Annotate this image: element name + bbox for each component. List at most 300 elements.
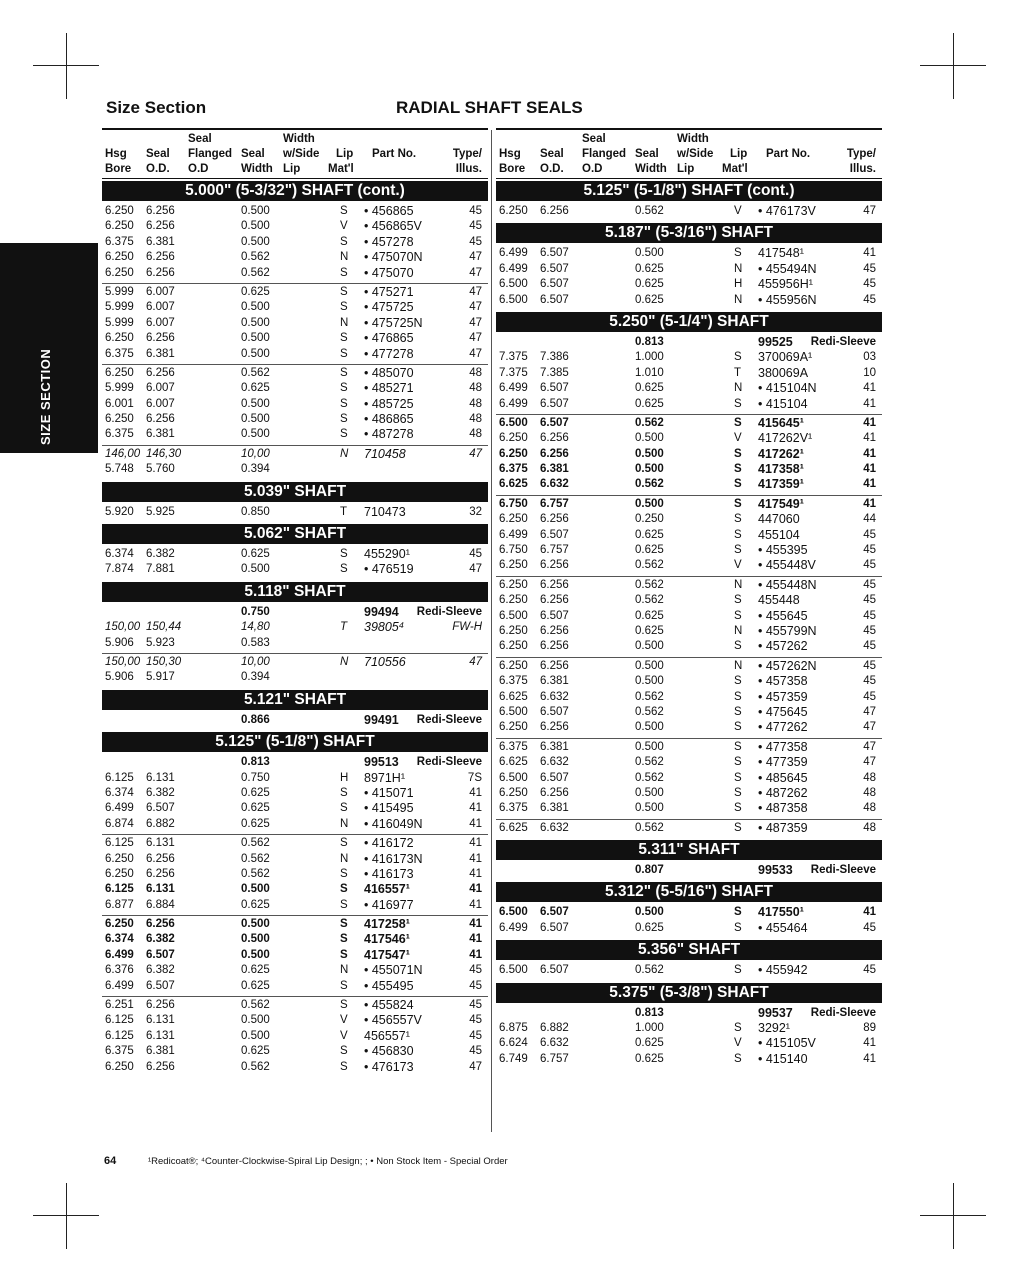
type-illus: 47 <box>469 266 482 279</box>
hsg-bore: 150,00 <box>105 655 141 668</box>
shaft-size-heading: 5.311" SHAFT <box>496 840 882 860</box>
lip-material: S <box>734 513 742 526</box>
table-row <box>496 921 882 936</box>
hsg-bore: 6.374 <box>105 548 134 561</box>
table-row <box>102 547 488 562</box>
hsg-bore: 6.250 <box>105 366 134 379</box>
lip-material: S <box>340 301 348 314</box>
lip-material: S <box>734 906 742 919</box>
lip-material: S <box>734 397 742 410</box>
part-number: • 456865 <box>364 204 414 218</box>
table-row <box>496 293 882 308</box>
seal-width: 0.813 <box>635 335 664 348</box>
side-tab <box>0 243 98 453</box>
part-number: • 415495 <box>364 801 414 816</box>
part-number: 417550¹ <box>758 905 804 920</box>
seal-width: 0.500 <box>241 933 270 946</box>
seal-od: 6.507 <box>146 948 175 961</box>
part-number: • 416173N <box>364 851 423 866</box>
seal-od: 6.256 <box>146 332 175 345</box>
table-row <box>496 1006 882 1021</box>
column-header <box>102 130 488 179</box>
type-illus: 48 <box>469 428 482 441</box>
seal-od: 6.256 <box>540 721 569 734</box>
lip-material: S <box>734 1052 742 1065</box>
hsg-bore: 6.375 <box>499 740 528 753</box>
part-number: • 485645 <box>758 770 808 785</box>
seal-od: 5.760 <box>146 463 175 476</box>
table-row <box>102 636 488 651</box>
seal-od: 6.507 <box>540 382 569 395</box>
row-group <box>496 904 882 938</box>
table-row <box>496 659 882 674</box>
hsg-bore: 146,00 <box>105 447 141 460</box>
seal-od: 6.381 <box>540 463 569 476</box>
seal-width: 0.625 <box>241 382 270 395</box>
seal-width: 0.500 <box>635 786 664 799</box>
table-row <box>102 771 488 786</box>
hsg-bore: 6.250 <box>499 594 528 607</box>
seal-od: 6.757 <box>540 544 569 557</box>
type-illus: 41 <box>469 786 482 799</box>
table-row <box>102 347 488 362</box>
lip-material: S <box>734 705 742 718</box>
lip-material: S <box>340 382 348 395</box>
lip-material: S <box>734 964 742 977</box>
seal-od: 5.917 <box>146 671 175 684</box>
column-header-label: Mat'l <box>328 163 354 175</box>
table-row <box>496 558 882 573</box>
part-number: 417262V¹ <box>758 431 813 446</box>
type-illus: 41 <box>863 463 876 476</box>
part-number: • 487278 <box>364 427 414 442</box>
row-group <box>102 504 488 522</box>
seal-width: 0.500 <box>635 802 664 815</box>
seal-od: 6.256 <box>540 578 569 591</box>
lip-material: N <box>340 655 349 668</box>
part-number: • 485725 <box>364 396 414 411</box>
lip-material: S <box>734 740 742 753</box>
hsg-bore: 6.250 <box>499 721 528 734</box>
part-number: • 455799N <box>758 623 817 638</box>
type-illus: 45 <box>863 921 876 934</box>
seal-od: 6.131 <box>146 1029 175 1042</box>
page-title: RADIAL SHAFT SEALS <box>396 98 583 117</box>
column-header-label: Hsg <box>105 148 127 160</box>
seal-width: 0.562 <box>241 867 270 880</box>
lip-material: S <box>340 563 348 576</box>
seal-width: 0.500 <box>635 906 664 919</box>
part-number: 417258¹ <box>364 917 410 932</box>
column-header-label: Lip <box>677 163 695 175</box>
hsg-bore: 6.375 <box>105 428 134 441</box>
type-illus: 45 <box>469 1029 482 1042</box>
part-number: • 475725N <box>364 315 423 330</box>
table-row <box>102 285 488 300</box>
row-group <box>102 654 488 688</box>
part-number: • 455645 <box>758 608 808 623</box>
table-row <box>102 898 488 913</box>
column-header-label: w/Side <box>677 148 714 160</box>
seal-width: 0.625 <box>635 278 664 291</box>
hsg-bore: 5.999 <box>105 285 134 298</box>
hsg-bore: 6.250 <box>105 266 134 279</box>
part-number: • 455956N <box>758 292 817 307</box>
part-number: 380069A <box>758 365 809 380</box>
lip-material: N <box>734 262 743 275</box>
part-number: • 485070 <box>364 365 414 380</box>
table-row <box>496 262 882 277</box>
type-illus: 41 <box>863 478 876 491</box>
seal-od: 6.507 <box>540 906 569 919</box>
seal-width: 10,00 <box>241 447 270 460</box>
lip-material: S <box>734 690 742 703</box>
part-number: • 415140 <box>758 1051 808 1066</box>
part-number: • 457262N <box>758 658 817 673</box>
part-number: 99491 <box>364 712 399 727</box>
crop-mark <box>953 33 954 99</box>
seal-width: 0.562 <box>241 852 270 865</box>
seal-width: 0.562 <box>241 251 270 264</box>
seal-od: 6.256 <box>540 624 569 637</box>
column-header-label: Type/ <box>846 148 876 160</box>
lip-material: S <box>734 821 742 834</box>
column-header-label: Part No. <box>372 148 417 160</box>
lip-material: S <box>340 802 348 815</box>
type-illus: 10 <box>863 366 876 379</box>
hsg-bore: 6.499 <box>499 247 528 260</box>
table-row <box>102 447 488 462</box>
lip-material: S <box>734 351 742 364</box>
seal-od: 6.256 <box>540 786 569 799</box>
seal-od: 6.632 <box>540 821 569 834</box>
type-illus: 45 <box>863 609 876 622</box>
part-number: 417359¹ <box>758 477 804 492</box>
part-number: • 475070 <box>364 265 414 280</box>
table-row <box>496 593 882 608</box>
type-illus: 45 <box>863 262 876 275</box>
seal-width: 0.625 <box>241 964 270 977</box>
type-illus: 47 <box>469 563 482 576</box>
row-group <box>102 365 488 446</box>
hsg-bore: 5.748 <box>105 463 134 476</box>
seal-od: 6.381 <box>146 235 175 248</box>
type-illus: 47 <box>469 285 482 298</box>
lip-material: V <box>340 1029 348 1042</box>
seal-width: 0.500 <box>241 883 270 896</box>
seal-width: 0.562 <box>635 964 664 977</box>
table-row <box>102 852 488 867</box>
column-header-label: Part No. <box>766 148 811 160</box>
table-row <box>496 204 882 219</box>
hsg-bore: 7.375 <box>499 366 528 379</box>
row-group <box>496 496 882 577</box>
row-group <box>496 334 882 415</box>
table-row <box>102 882 488 897</box>
type-illus: 32 <box>469 505 482 518</box>
column-header-label: Bore <box>105 163 132 175</box>
type-illus: 48 <box>469 366 482 379</box>
part-number: • 487262 <box>758 785 808 800</box>
seal-width: 0.562 <box>241 366 270 379</box>
lip-material: N <box>340 817 349 830</box>
hsg-bore: 6.250 <box>499 624 528 637</box>
lip-material: V <box>734 432 742 445</box>
part-number: 99494 <box>364 604 399 619</box>
row-group <box>102 446 488 480</box>
table-row <box>496 350 882 365</box>
shaft-size-heading: 5.125" (5-1/8") SHAFT (cont.) <box>496 181 882 201</box>
part-number: 456557¹ <box>364 1028 410 1043</box>
type-illus: 44 <box>863 513 876 526</box>
part-number: • 477358 <box>758 739 808 754</box>
part-number: • 476173 <box>364 1059 414 1074</box>
table-row <box>102 979 488 994</box>
seal-od: 6.382 <box>146 964 175 977</box>
seal-width: 0.500 <box>635 740 664 753</box>
part-number: • 415071 <box>364 785 414 800</box>
table-row <box>102 998 488 1013</box>
hsg-bore: 6.125 <box>105 1029 134 1042</box>
type-illus: 03 <box>863 351 876 364</box>
type-illus: 45 <box>863 675 876 688</box>
hsg-bore: 6.250 <box>499 559 528 572</box>
table-row <box>102 219 488 234</box>
lip-material: S <box>340 979 348 992</box>
seal-width: 0.500 <box>241 1014 270 1027</box>
seal-od: 6.256 <box>146 918 175 931</box>
type-illus: 45 <box>863 278 876 291</box>
seal-width: 0.625 <box>635 544 664 557</box>
lip-material: S <box>734 771 742 784</box>
type-illus: 48 <box>469 413 482 426</box>
table-row <box>496 786 882 801</box>
lip-material: S <box>340 786 348 799</box>
lip-material: S <box>734 544 742 557</box>
hsg-bore: 6.500 <box>499 416 528 429</box>
part-number: • 457278 <box>364 234 414 249</box>
seal-od: 6.131 <box>146 837 175 850</box>
part-number: • 455495 <box>364 978 414 993</box>
type-illus: 47 <box>863 705 876 718</box>
seal-width: 0.562 <box>635 690 664 703</box>
hsg-bore: 6.250 <box>499 659 528 672</box>
table-row <box>496 477 882 492</box>
part-number: • 476519 <box>364 562 414 577</box>
table-row <box>102 620 488 635</box>
part-number: • 415104 <box>758 396 808 411</box>
seal-od: 6.256 <box>146 251 175 264</box>
seal-od: 6.131 <box>146 883 175 896</box>
hsg-bore: 6.625 <box>499 690 528 703</box>
type-illus: 41 <box>863 447 876 460</box>
table-row <box>496 335 882 350</box>
seal-width: 0.562 <box>241 1060 270 1073</box>
type-illus: Redi-Sleeve <box>810 335 876 348</box>
part-number: • 415104N <box>758 381 817 396</box>
column-header-label: Width <box>635 163 667 175</box>
footnote: ¹Redicoat®; ⁴Counter-Clockwise-Spiral Lip Design; ; • Non Stock Item - Special Order <box>148 1156 508 1167</box>
seal-od: 6.632 <box>540 478 569 491</box>
table-row <box>102 505 488 520</box>
seal-od: 5.925 <box>146 505 175 518</box>
shaft-size-heading: 5.312" (5-5/16") SHAFT <box>496 882 882 902</box>
shaft-size-heading: 5.250" (5-1/4") SHAFT <box>496 312 882 332</box>
hsg-bore: 6.250 <box>499 578 528 591</box>
table-row <box>102 562 488 577</box>
row-group <box>496 862 882 880</box>
type-illus: 45 <box>863 640 876 653</box>
type-illus: 45 <box>863 544 876 557</box>
seal-od: 150,44 <box>146 621 182 634</box>
type-illus: 47 <box>469 655 482 668</box>
lip-material: N <box>340 251 349 264</box>
column-header-label: Seal <box>146 148 170 160</box>
hsg-bore: 6.500 <box>499 278 528 291</box>
seal-od: 6.256 <box>540 432 569 445</box>
seal-width: 0.625 <box>635 528 664 541</box>
type-illus: 45 <box>469 220 482 233</box>
table-row <box>102 300 488 315</box>
lip-material: S <box>340 428 348 441</box>
hsg-bore: 6.500 <box>499 771 528 784</box>
hsg-bore: 6.250 <box>105 251 134 264</box>
type-illus: 45 <box>469 548 482 561</box>
table-row <box>102 932 488 947</box>
seal-od: 6.757 <box>540 1052 569 1065</box>
part-number: 99513 <box>364 755 399 770</box>
table-row <box>496 381 882 396</box>
column-header-label: Illus. <box>455 163 482 175</box>
seal-width: 0.500 <box>635 447 664 460</box>
seal-width: 0.866 <box>241 713 270 726</box>
seal-width: 0.562 <box>635 578 664 591</box>
hsg-bore: 5.999 <box>105 301 134 314</box>
seal-width: 0.625 <box>635 397 664 410</box>
type-illus: 45 <box>469 1014 482 1027</box>
seal-od: 6.256 <box>540 594 569 607</box>
seal-od: 7.385 <box>540 366 569 379</box>
column-header-label: Width <box>677 133 709 145</box>
part-number: 8971H¹ <box>364 770 405 785</box>
shaft-size-heading: 5.062" SHAFT <box>102 524 488 544</box>
table-row <box>496 1052 882 1067</box>
type-illus: Redi-Sleeve <box>810 1006 876 1019</box>
table-row <box>496 366 882 381</box>
table-row <box>496 639 882 654</box>
lip-material: N <box>734 293 743 306</box>
type-illus: 48 <box>469 397 482 410</box>
seal-width: 0.625 <box>635 609 664 622</box>
type-illus: 45 <box>863 559 876 572</box>
part-number: 3292¹ <box>758 1021 790 1036</box>
part-number: • 455494N <box>758 261 817 276</box>
seal-od: 6.256 <box>540 640 569 653</box>
seal-od: 6.507 <box>540 705 569 718</box>
row-group <box>496 820 882 838</box>
row-group <box>496 577 882 658</box>
hsg-bore: 6.250 <box>499 513 528 526</box>
table-row <box>102 1060 488 1075</box>
seal-width: 0.500 <box>241 1029 270 1042</box>
type-illus: 45 <box>863 594 876 607</box>
seal-od: 6.381 <box>540 802 569 815</box>
lip-material: S <box>734 640 742 653</box>
lip-material: S <box>734 721 742 734</box>
lip-material: S <box>340 898 348 911</box>
type-illus: Redi-Sleeve <box>416 756 482 769</box>
seal-width: 0.562 <box>635 771 664 784</box>
part-number: 416557¹ <box>364 882 410 897</box>
type-illus: Redi-Sleeve <box>416 605 482 618</box>
seal-od: 6.507 <box>540 262 569 275</box>
seal-width: 0.625 <box>635 921 664 934</box>
table-row <box>496 277 882 292</box>
type-illus: 41 <box>863 906 876 919</box>
seal-width: 0.562 <box>635 205 664 217</box>
lip-material: S <box>340 883 348 896</box>
part-number: • 416172 <box>364 836 414 851</box>
part-number: 455104 <box>758 527 800 542</box>
part-number: • 485271 <box>364 381 414 396</box>
table-row <box>496 821 882 836</box>
hsg-bore: 6.125 <box>105 1014 134 1027</box>
seal-od: 6.256 <box>146 205 175 217</box>
hsg-bore: 6.376 <box>105 964 134 977</box>
table-row <box>102 1029 488 1044</box>
table-row <box>496 690 882 705</box>
lip-material: S <box>340 397 348 410</box>
hsg-bore: 6.250 <box>105 918 134 931</box>
shaft-size-heading: 5.125" (5-1/8") SHAFT <box>102 732 488 752</box>
type-illus: 48 <box>863 786 876 799</box>
seal-od: 6.256 <box>540 559 569 572</box>
type-illus: Redi-Sleeve <box>416 713 482 726</box>
column-header-label: Seal <box>582 133 606 145</box>
lip-material: S <box>734 478 742 491</box>
lip-material: N <box>340 964 349 977</box>
type-illus: 45 <box>863 293 876 306</box>
table-row <box>102 963 488 978</box>
part-number: • 475725 <box>364 300 414 315</box>
seal-width: 0.500 <box>241 205 270 217</box>
seal-od: 6.007 <box>146 397 175 410</box>
lip-material: V <box>340 220 348 233</box>
seal-width: 0.625 <box>635 1052 664 1065</box>
seal-width: 0.625 <box>241 979 270 992</box>
seal-width: 0.625 <box>241 548 270 561</box>
type-illus: 41 <box>863 382 876 395</box>
part-number: • 486865 <box>364 412 414 427</box>
part-number: 99533 <box>758 863 793 878</box>
column-header-label: Mat'l <box>722 163 748 175</box>
shaft-size-heading: 5.118" SHAFT <box>102 582 488 602</box>
part-number: 710458 <box>364 446 406 461</box>
row-group <box>102 835 488 916</box>
type-illus: 45 <box>863 624 876 637</box>
crop-mark <box>66 33 67 99</box>
lip-material: S <box>340 413 348 426</box>
seal-width: 0.625 <box>241 802 270 815</box>
seal-od: 7.881 <box>146 563 175 576</box>
part-number: • 477278 <box>364 346 414 361</box>
column-header-label: Illus. <box>849 163 876 175</box>
type-illus: 41 <box>469 867 482 880</box>
table-row <box>496 624 882 639</box>
seal-od: 6.507 <box>540 528 569 541</box>
seal-od: 6.507 <box>540 921 569 934</box>
seal-width: 0.625 <box>241 285 270 298</box>
